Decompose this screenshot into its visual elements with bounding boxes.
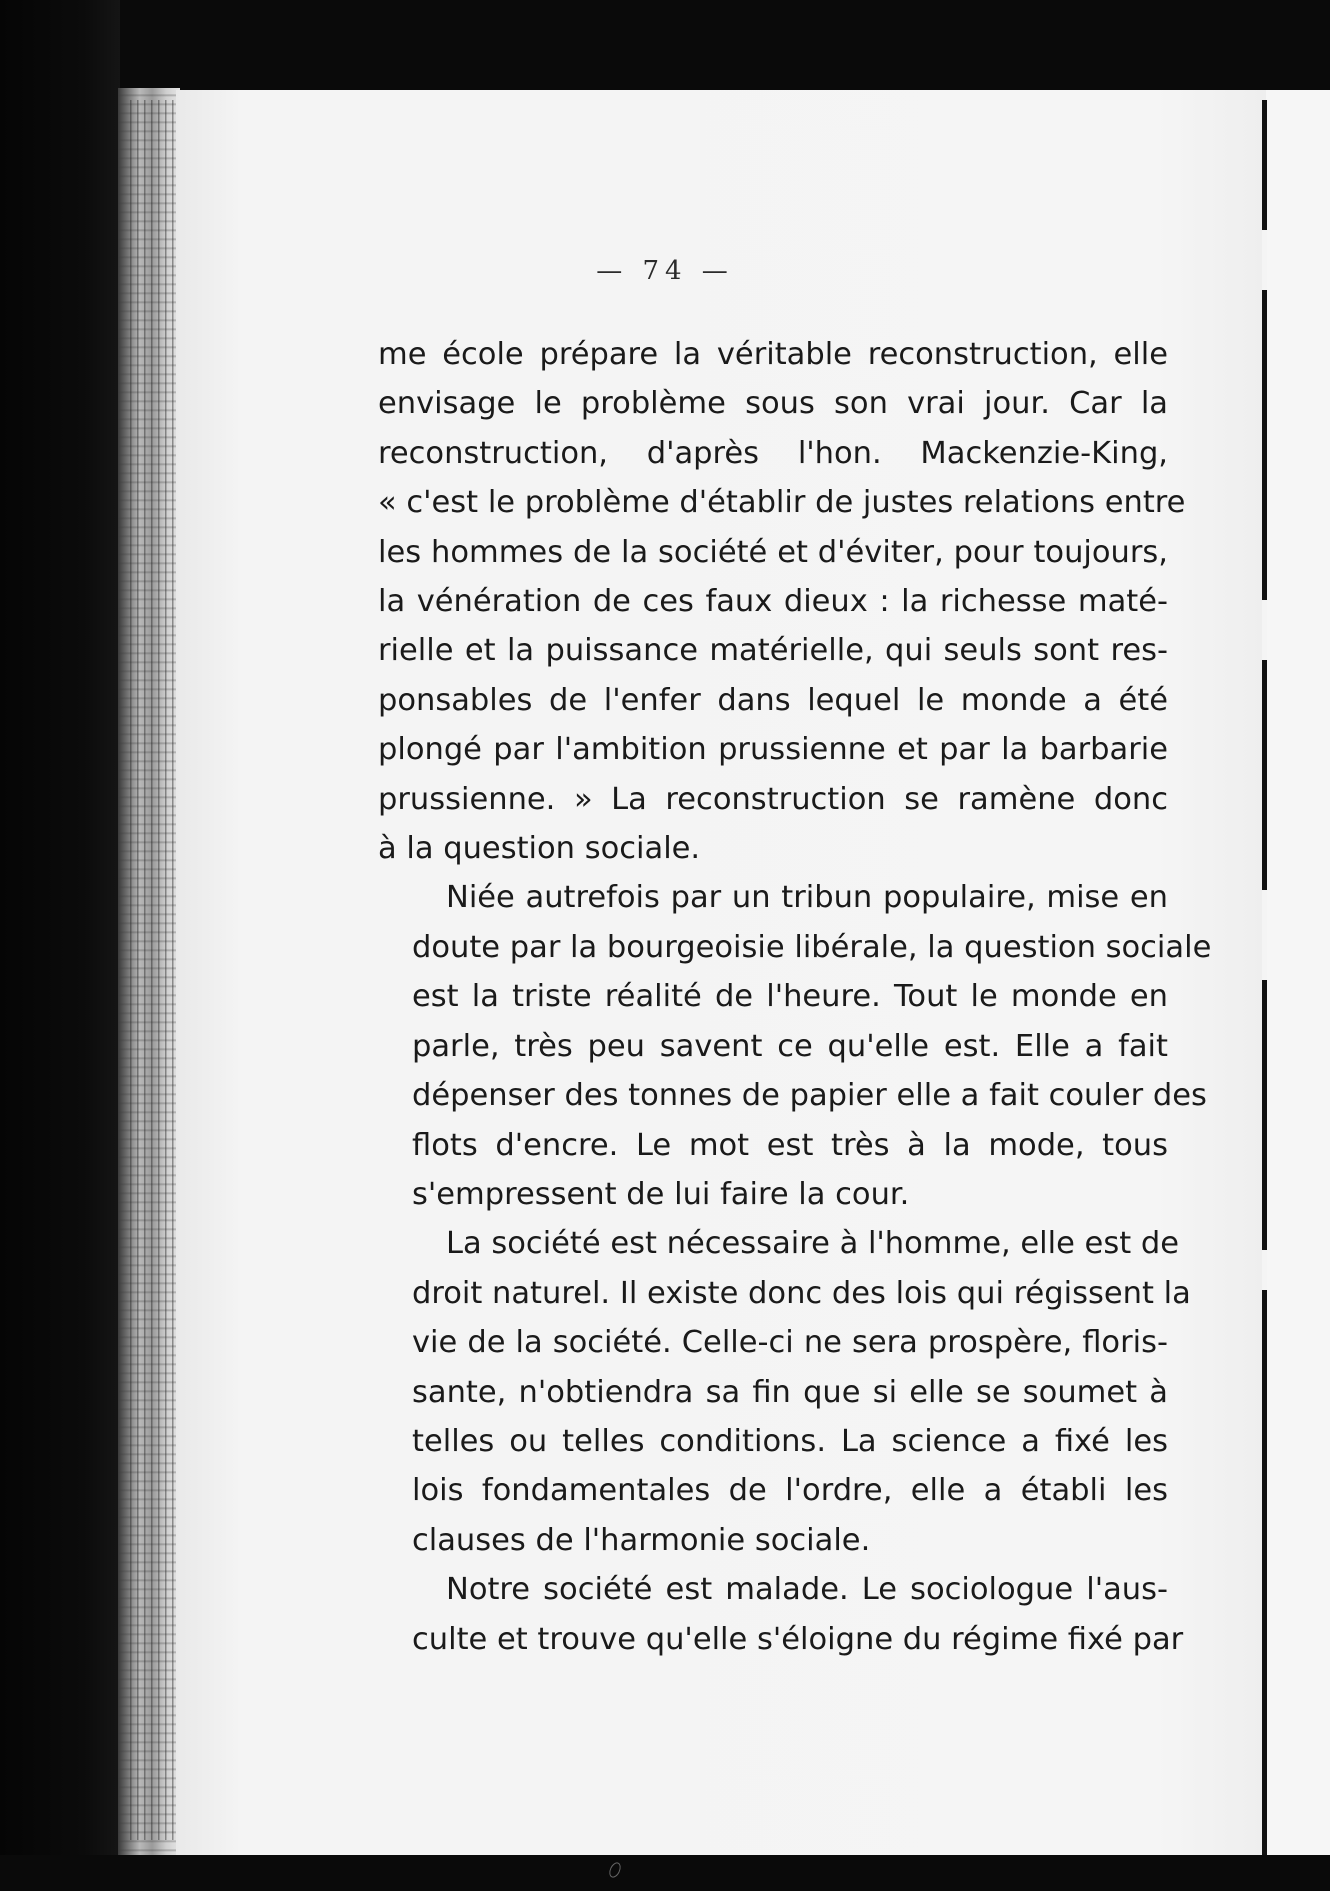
scan-top-border bbox=[0, 0, 1330, 90]
scan-bottom-border bbox=[0, 1855, 1330, 1891]
text-line: culte et trouve qu'elle s'éloigne du régime fixé par bbox=[412, 1621, 1184, 1657]
text-line: prussienne. » La reconstruction se ramène donc bbox=[378, 781, 1168, 817]
page-fold-line bbox=[1262, 100, 1267, 1855]
text-line: est la triste réalité de l'heure. Tout le monde en bbox=[412, 979, 1168, 1015]
body-text bbox=[378, 330, 1212, 1664]
facing-page-edge bbox=[1266, 90, 1330, 1855]
text-line: s'empressent de lui faire la cour. bbox=[412, 1176, 910, 1212]
paragraph bbox=[378, 330, 1186, 873]
book-spine-texture bbox=[130, 100, 174, 1840]
text-line: clauses de l'harmonie sociale. bbox=[412, 1522, 871, 1558]
text-line: envisage le problème sous son vrai jour. Car la bbox=[378, 386, 1168, 422]
text-line: rielle et la puissance matérielle, qui seuls sont res- bbox=[378, 633, 1168, 669]
text-line: La société est nécessaire à l'homme, elle est de bbox=[446, 1226, 1179, 1262]
paragraph bbox=[378, 1565, 1184, 1664]
page-number: — 74 — bbox=[596, 256, 734, 286]
text-line: « c'est le problème d'établir de justes relations entre bbox=[378, 485, 1186, 521]
paragraph bbox=[378, 1219, 1191, 1565]
text-line: flots d'encre. Le mot est très à la mode, tous bbox=[412, 1127, 1168, 1163]
text-line: droit naturel. Il existe donc des lois qui régissent la bbox=[412, 1275, 1191, 1311]
text-line: ponsables de l'enfer dans lequel le monde a été bbox=[378, 682, 1168, 718]
text-line: Notre société est malade. Le sociologue l'aus- bbox=[446, 1572, 1168, 1608]
text-line: doute par la bourgeoisie libérale, la question sociale bbox=[412, 929, 1212, 965]
text-line: plongé par l'ambition prussienne et par la barbarie bbox=[378, 732, 1168, 768]
text-line: à la question sociale. bbox=[378, 831, 701, 867]
text-line: lois fondamentales de l'ordre, elle a établi les bbox=[412, 1473, 1168, 1509]
paragraph bbox=[378, 873, 1212, 1219]
text-line: reconstruction, d'après l'hon. Mackenzie-King, bbox=[378, 435, 1168, 471]
text-line: les hommes de la société et d'éviter, pour toujours, bbox=[378, 534, 1168, 570]
text-line: telles ou telles conditions. La science a fixé les bbox=[412, 1423, 1168, 1459]
text-line: Niée autrefois par un tribun populaire, mise en bbox=[446, 880, 1168, 916]
text-line: me école prépare la véritable reconstruction, elle bbox=[378, 337, 1168, 372]
text-line: vie de la société. Celle-ci ne sera prospère, floris- bbox=[412, 1325, 1168, 1361]
text-line: dépenser des tonnes de papier elle a fait couler des bbox=[412, 1078, 1207, 1114]
text-line: la vénération de ces faux dieux : la richesse maté- bbox=[378, 584, 1168, 620]
text-line: parle, très peu savent ce qu'elle est. Elle a fait bbox=[412, 1028, 1168, 1064]
text-line: sante, n'obtiendra sa fin que si elle se soumet à bbox=[412, 1374, 1168, 1410]
